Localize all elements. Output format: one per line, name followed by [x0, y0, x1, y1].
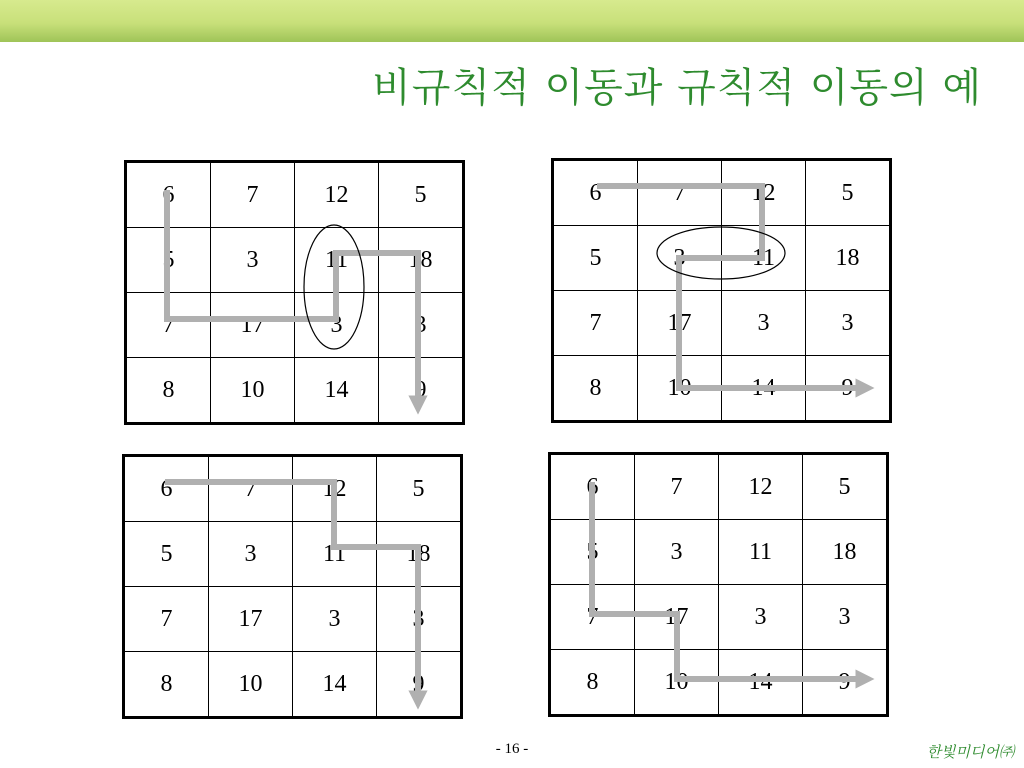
grid-cell: 3 — [377, 587, 462, 652]
grid-cell: 12 — [295, 162, 379, 228]
grid-cell: 8 — [124, 652, 209, 718]
grid-cell: 7 — [211, 162, 295, 228]
grid-cell: 8 — [126, 358, 211, 424]
grid-cell: 5 — [806, 160, 891, 226]
grid-cell: 7 — [553, 291, 638, 356]
grid-cell: 3 — [295, 293, 379, 358]
grid-cell: 3 — [803, 585, 888, 650]
number-grid — [551, 158, 892, 423]
grid-cell: 3 — [719, 585, 803, 650]
grid-cell: 8 — [553, 356, 638, 422]
grid-cell: 3 — [638, 226, 722, 291]
grid-cell: 6 — [550, 454, 635, 520]
grid-cell: 14 — [293, 652, 377, 718]
grid-cell: 7 — [124, 587, 209, 652]
grid-cell: 7 — [550, 585, 635, 650]
grid-cell: 17 — [635, 585, 719, 650]
number-grid — [548, 452, 889, 717]
number-grid — [124, 160, 465, 425]
grid-cell: 10 — [209, 652, 293, 718]
page-number: - 16 - — [495, 741, 529, 757]
grid-cell: 18 — [377, 522, 462, 587]
grid-cell: 7 — [126, 293, 211, 358]
grid-cell: 9 — [803, 650, 888, 716]
grid-cell: 9 — [379, 358, 464, 424]
grid-cell: 7 — [209, 456, 293, 522]
grid-cell: 10 — [635, 650, 719, 716]
grid-cell: 5 — [377, 456, 462, 522]
grid-cell: 5 — [126, 228, 211, 293]
grid-cell: 14 — [295, 358, 379, 424]
grid-cell: 17 — [211, 293, 295, 358]
grid-cell: 10 — [211, 358, 295, 424]
grid-cell: 18 — [806, 226, 891, 291]
grid-cell: 3 — [379, 293, 464, 358]
grid-cell: 3 — [209, 522, 293, 587]
grid-cell: 5 — [550, 520, 635, 585]
grid-cell: 3 — [722, 291, 806, 356]
grid-cell: 3 — [635, 520, 719, 585]
grid-cell: 11 — [722, 226, 806, 291]
grid-cell: 17 — [638, 291, 722, 356]
grid-cell: 11 — [293, 522, 377, 587]
grid-cell: 6 — [124, 456, 209, 522]
grid-cell: 12 — [293, 456, 377, 522]
grid-cell: 11 — [295, 228, 379, 293]
grid-cell: 3 — [806, 291, 891, 356]
grid-cell: 8 — [550, 650, 635, 716]
grid-cell: 6 — [126, 162, 211, 228]
number-grid — [122, 454, 463, 719]
slide-title: 비규칙적 이동과 규칙적 이동의 예 — [372, 65, 982, 111]
grid-cell: 10 — [638, 356, 722, 422]
grid-cell: 14 — [722, 356, 806, 422]
grid-cell: 3 — [211, 228, 295, 293]
grid-cell: 18 — [803, 520, 888, 585]
grid-cell: 9 — [377, 652, 462, 718]
grid-cell: 5 — [553, 226, 638, 291]
header-bar — [0, 0, 1024, 42]
grid-cell: 9 — [806, 356, 891, 422]
grid-cell: 5 — [379, 162, 464, 228]
publisher-label: 한빛미디어㈜ — [926, 743, 1014, 761]
grid-cell: 18 — [379, 228, 464, 293]
grid-cell: 3 — [293, 587, 377, 652]
grid-cell: 6 — [553, 160, 638, 226]
grid-cell: 7 — [638, 160, 722, 226]
grid-cell: 5 — [803, 454, 888, 520]
grid-cell: 17 — [209, 587, 293, 652]
grid-cell: 12 — [719, 454, 803, 520]
grid-cell: 11 — [719, 520, 803, 585]
grid-cell: 7 — [635, 454, 719, 520]
grid-cell: 14 — [719, 650, 803, 716]
grid-cell: 5 — [124, 522, 209, 587]
grid-cell: 12 — [722, 160, 806, 226]
